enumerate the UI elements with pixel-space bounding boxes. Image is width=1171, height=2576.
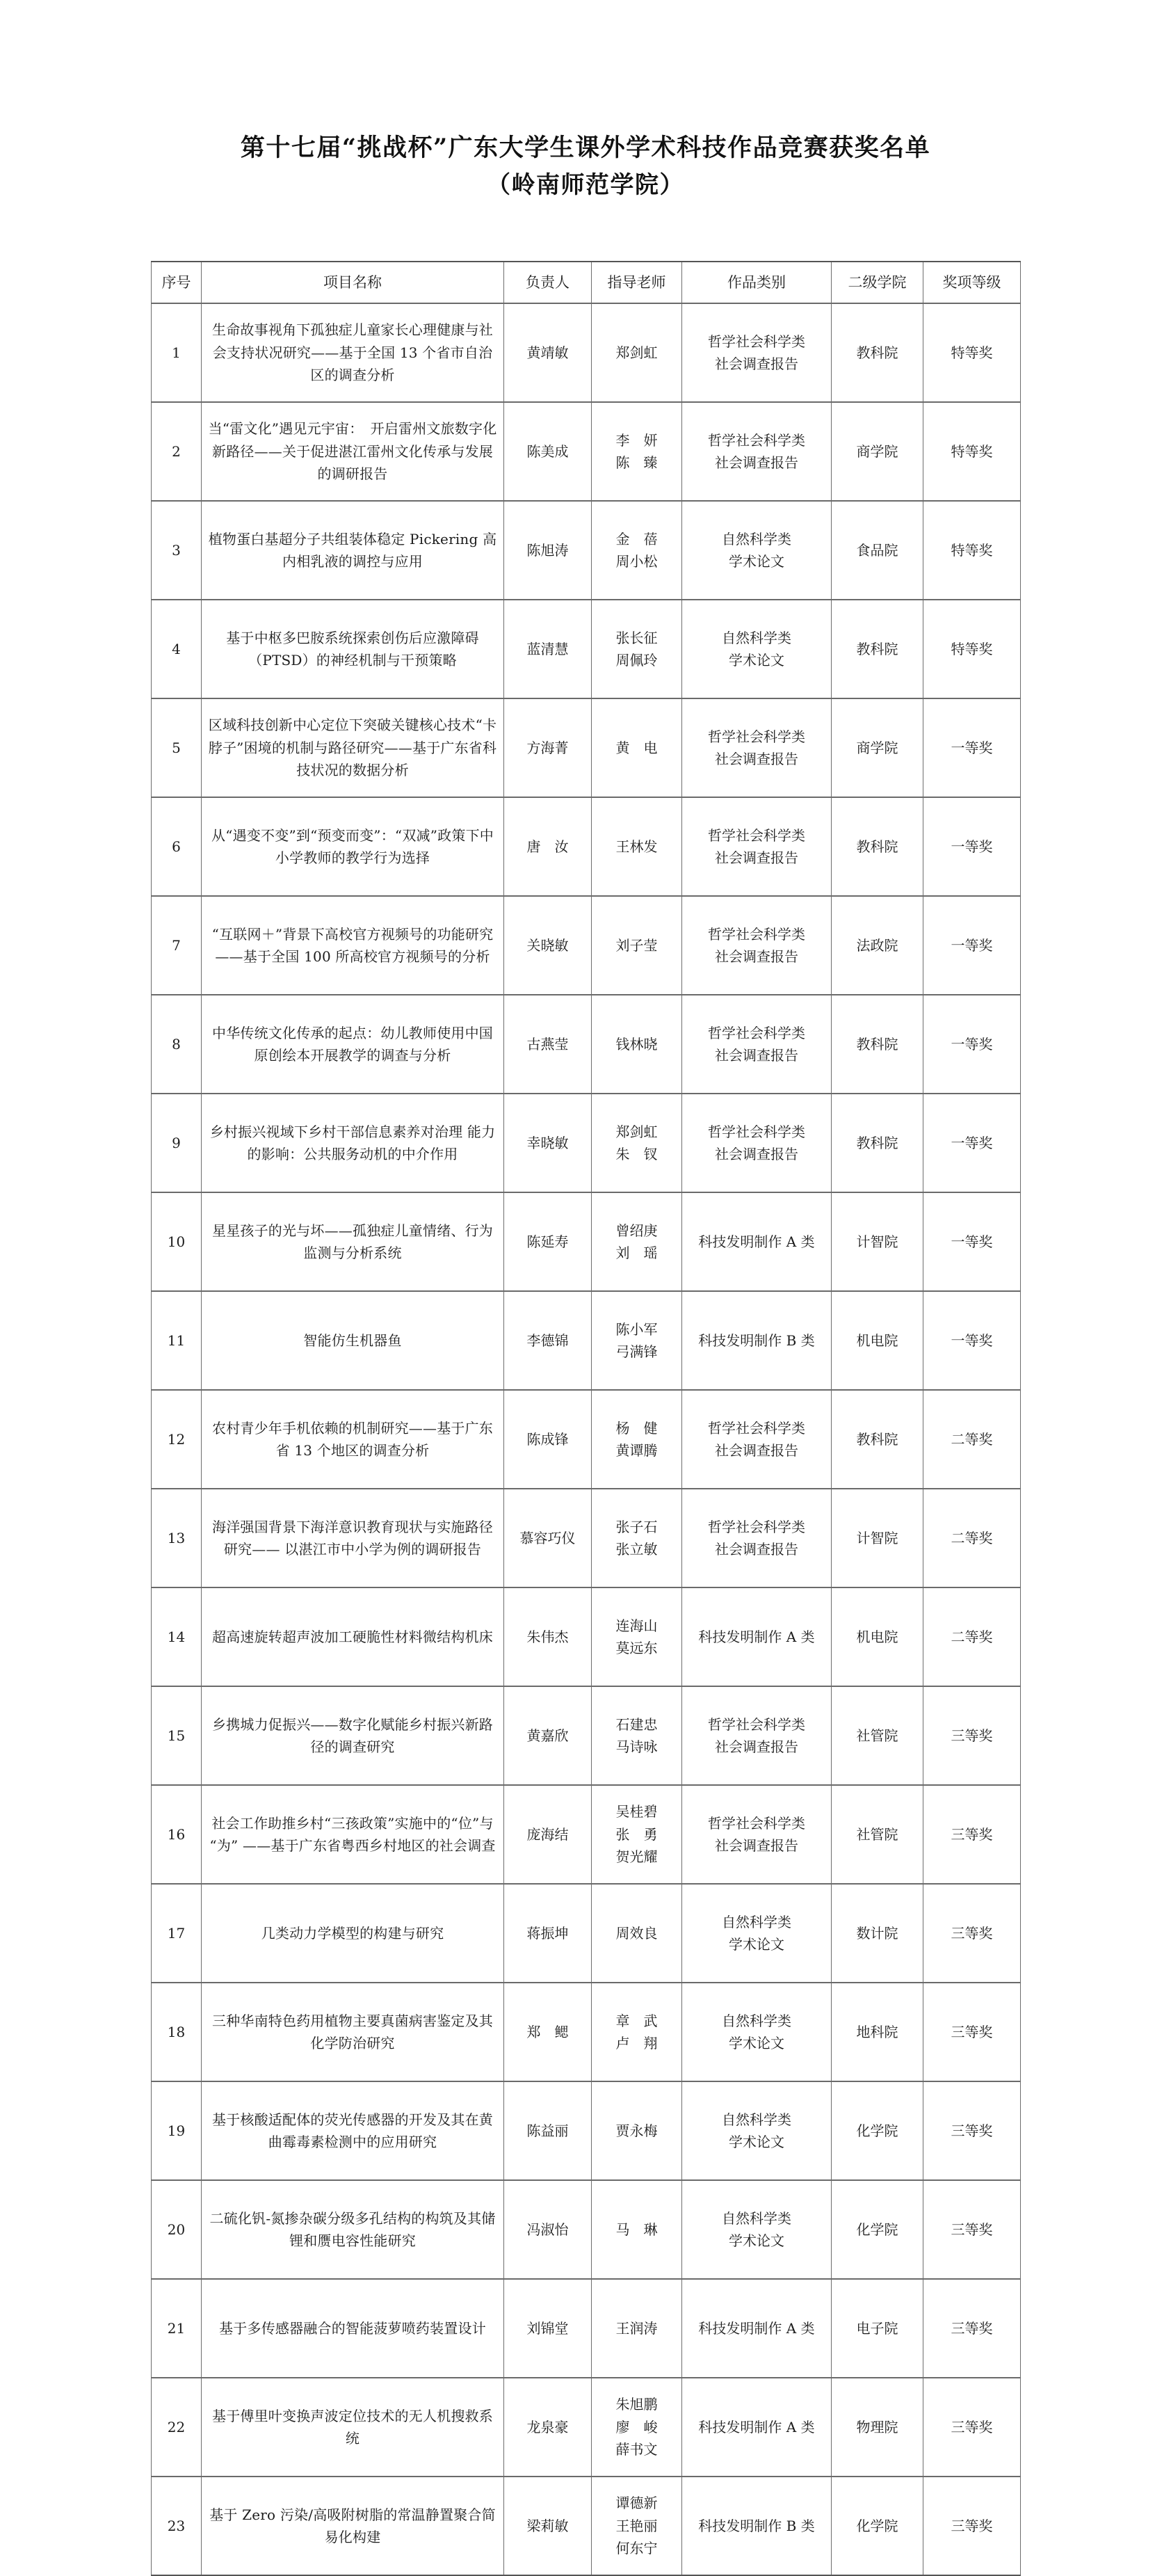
cell-category bbox=[682, 698, 832, 797]
category-line: 学术论文 bbox=[729, 651, 784, 669]
cell-college: 教科院 bbox=[832, 303, 923, 402]
cell-leader: 陈美成 bbox=[504, 402, 592, 501]
advisor-name: 钱林晓 bbox=[615, 1035, 658, 1053]
category-line: 科技发明制作 A 类 bbox=[698, 2418, 815, 2435]
cell-advisors bbox=[592, 2378, 682, 2477]
advisor-name: 张 勇 bbox=[615, 1825, 658, 1843]
cell-leader: 陈成锋 bbox=[504, 1390, 592, 1489]
cell-category bbox=[682, 1390, 832, 1489]
advisor-name: 连海山 bbox=[615, 1617, 658, 1634]
table-row bbox=[152, 402, 1021, 501]
cell-leader: 蓝清慧 bbox=[504, 600, 592, 698]
cell-index: 16 bbox=[152, 1785, 202, 1884]
advisor-name: 朱 钗 bbox=[615, 1145, 658, 1162]
cell-college: 食品院 bbox=[832, 501, 923, 600]
column-header-category: 作品类别 bbox=[682, 262, 832, 303]
cell-index: 9 bbox=[152, 1094, 202, 1192]
cell-project-name: 基于 Zero 污染/高吸附树脂的常温静置聚合简易化构建 bbox=[202, 2477, 504, 2575]
advisor-name: 马 琳 bbox=[615, 2221, 658, 2238]
cell-award-level: 三等奖 bbox=[923, 2378, 1021, 2477]
cell-leader: 朱伟杰 bbox=[504, 1587, 592, 1686]
cell-award-level: 三等奖 bbox=[923, 2477, 1021, 2575]
cell-leader: 郑 鳃 bbox=[504, 1983, 592, 2081]
table-row bbox=[152, 896, 1021, 995]
cell-category bbox=[682, 1192, 832, 1291]
cell-project-name: 乡村振兴视域下乡村干部信息素养对治理 能力的影响：公共服务动机的中介作用 bbox=[202, 1094, 504, 1192]
cell-leader: 幸晓敏 bbox=[504, 1094, 592, 1192]
table-row bbox=[152, 2477, 1021, 2575]
cell-leader: 关晓敏 bbox=[504, 896, 592, 995]
category-line: 哲学社会科学类 bbox=[708, 826, 805, 844]
advisor-name: 石建忠 bbox=[615, 1715, 658, 1733]
cell-award-level: 一等奖 bbox=[923, 1094, 1021, 1192]
table-row bbox=[152, 995, 1021, 1094]
category-line: 自然科学类 bbox=[722, 530, 791, 547]
cell-college: 商学院 bbox=[832, 698, 923, 797]
category-line: 社会调查报告 bbox=[715, 1837, 798, 1854]
advisor-name: 吴桂碧 bbox=[615, 1803, 658, 1821]
cell-category bbox=[682, 1291, 832, 1390]
cell-project-name: 中华传统文化传承的起点：幼儿教师使用中国原创绘本开展教学的调查与分析 bbox=[202, 995, 504, 1094]
cell-index: 14 bbox=[152, 1587, 202, 1686]
cell-college: 机电院 bbox=[832, 1587, 923, 1686]
cell-college: 电子院 bbox=[832, 2279, 923, 2378]
cell-college: 社管院 bbox=[832, 1785, 923, 1884]
category-line: 社会调查报告 bbox=[715, 1738, 798, 1755]
category-line: 学术论文 bbox=[729, 2232, 784, 2249]
cell-project-name: 从“遇变不变”到“预变而变”：“双减”政策下中小学教师的教学行为选择 bbox=[202, 797, 504, 896]
cell-category bbox=[682, 1785, 832, 1884]
category-line: 社会调查报告 bbox=[715, 1046, 798, 1064]
cell-college: 计智院 bbox=[832, 1192, 923, 1291]
cell-advisors bbox=[592, 1983, 682, 2081]
cell-advisors bbox=[592, 2180, 682, 2279]
advisor-name: 谭德新 bbox=[615, 2495, 658, 2512]
cell-index: 21 bbox=[152, 2279, 202, 2378]
table-row bbox=[152, 2378, 1021, 2477]
cell-leader: 方海菁 bbox=[504, 698, 592, 797]
cell-award-level: 一等奖 bbox=[923, 995, 1021, 1094]
cell-award-level: 一等奖 bbox=[923, 1192, 1021, 1291]
cell-index: 4 bbox=[152, 600, 202, 698]
advisor-name: 张长征 bbox=[615, 629, 658, 646]
cell-award-level: 二等奖 bbox=[923, 1390, 1021, 1489]
cell-project-name: 几类动力学模型的构建与研究 bbox=[202, 1884, 504, 1983]
cell-award-level: 一等奖 bbox=[923, 698, 1021, 797]
cell-project-name: 乡携城力促振兴——数字化赋能乡村振兴新路径的调查研究 bbox=[202, 1686, 504, 1785]
category-line: 科技发明制作 A 类 bbox=[698, 1233, 815, 1250]
cell-index: 2 bbox=[152, 402, 202, 501]
category-line: 哲学社会科学类 bbox=[708, 1419, 805, 1437]
table-row bbox=[152, 303, 1021, 402]
cell-project-name: 星星孩子的光与坏——孤独症儿童情绪、行为监测与分析系统 bbox=[202, 1192, 504, 1291]
category-line: 学术论文 bbox=[729, 2133, 784, 2150]
cell-leader: 龙泉豪 bbox=[504, 2378, 592, 2477]
cell-index: 3 bbox=[152, 501, 202, 600]
cell-advisors bbox=[592, 1291, 682, 1390]
cell-project-name: 社会工作助推乡村“三孩政策”实施中的“位”与“为” ——基于广东省粤西乡村地区的社会调查 bbox=[202, 1785, 504, 1884]
cell-category bbox=[682, 2180, 832, 2279]
advisor-name: 黄谭腾 bbox=[615, 1441, 658, 1459]
category-line: 自然科学类 bbox=[722, 1913, 791, 1930]
cell-index: 6 bbox=[152, 797, 202, 896]
table-row bbox=[152, 1192, 1021, 1291]
advisor-name: 马诗咏 bbox=[615, 1738, 658, 1755]
cell-category bbox=[682, 1686, 832, 1785]
cell-advisors bbox=[592, 2279, 682, 2378]
cell-category bbox=[682, 303, 832, 402]
table-row bbox=[152, 2279, 1021, 2378]
category-line: 社会调查报告 bbox=[715, 1441, 798, 1459]
advisor-name: 廖 峻 bbox=[615, 2418, 658, 2435]
advisor-name: 王林发 bbox=[615, 838, 658, 855]
cell-project-name: 基于多传感器融合的智能菠萝喷药装置设计 bbox=[202, 2279, 504, 2378]
advisor-name: 周效良 bbox=[615, 1924, 658, 1942]
cell-category bbox=[682, 1094, 832, 1192]
cell-project-name: “互联网＋”背景下高校官方视频号的功能研究——基于全国 100 所高校官方视频号的分析 bbox=[202, 896, 504, 995]
advisor-name: 莫远东 bbox=[615, 1639, 658, 1656]
category-line: 自然科学类 bbox=[722, 2111, 791, 2128]
cell-category bbox=[682, 995, 832, 1094]
table-row bbox=[152, 1094, 1021, 1192]
cell-college: 地科院 bbox=[832, 1983, 923, 2081]
table-row bbox=[152, 1686, 1021, 1785]
award-list-table bbox=[151, 261, 1021, 2576]
category-line: 哲学社会科学类 bbox=[708, 1518, 805, 1535]
cell-leader: 陈旭涛 bbox=[504, 501, 592, 600]
cell-category bbox=[682, 402, 832, 501]
cell-leader: 陈延寿 bbox=[504, 1192, 592, 1291]
cell-college: 教科院 bbox=[832, 1094, 923, 1192]
cell-advisors bbox=[592, 1587, 682, 1686]
cell-leader: 刘锦堂 bbox=[504, 2279, 592, 2378]
table-row bbox=[152, 1390, 1021, 1489]
cell-college: 化学院 bbox=[832, 2180, 923, 2279]
page-title-line-2: （岭南师范学院） bbox=[487, 171, 684, 200]
column-header-college: 二级学院 bbox=[832, 262, 923, 303]
advisor-name: 王润涛 bbox=[615, 2319, 658, 2337]
advisor-name: 周佩玲 bbox=[615, 651, 658, 669]
cell-advisors bbox=[592, 1489, 682, 1587]
cell-advisors bbox=[592, 303, 682, 402]
cell-category bbox=[682, 1983, 832, 2081]
cell-project-name: 农村青少年手机依赖的机制研究——基于广东省 13 个地区的调查分析 bbox=[202, 1390, 504, 1489]
cell-project-name: 二硫化钒-氮掺杂碳分级多孔结构的构筑及其储锂和赝电容性能研究 bbox=[202, 2180, 504, 2279]
category-line: 哲学社会科学类 bbox=[708, 431, 805, 449]
advisor-name: 杨 健 bbox=[615, 1419, 658, 1437]
cell-leader: 李德锦 bbox=[504, 1291, 592, 1390]
cell-index: 15 bbox=[152, 1686, 202, 1785]
advisor-name: 贾永梅 bbox=[615, 2122, 658, 2139]
category-line: 社会调查报告 bbox=[715, 1145, 798, 1162]
advisor-name: 曾绍庚 bbox=[615, 1222, 658, 1239]
advisor-name: 张子石 bbox=[615, 1518, 658, 1535]
cell-index: 1 bbox=[152, 303, 202, 402]
cell-project-name: 基于傅里叶变换声波定位技术的无人机搜救系统 bbox=[202, 2378, 504, 2477]
table-row bbox=[152, 2081, 1021, 2180]
cell-award-level: 三等奖 bbox=[923, 1686, 1021, 1785]
page-title bbox=[0, 0, 1171, 204]
cell-index: 18 bbox=[152, 1983, 202, 2081]
advisor-name: 薛书文 bbox=[615, 2441, 658, 2458]
cell-project-name: 基于核酸适配体的荧光传感器的开发及其在黄曲霉毒素检测中的应用研究 bbox=[202, 2081, 504, 2180]
cell-advisors bbox=[592, 1094, 682, 1192]
table-row bbox=[152, 698, 1021, 797]
table-row bbox=[152, 600, 1021, 698]
cell-award-level: 三等奖 bbox=[923, 2081, 1021, 2180]
category-line: 哲学社会科学类 bbox=[708, 1123, 805, 1140]
cell-college: 化学院 bbox=[832, 2477, 923, 2575]
category-line: 社会调查报告 bbox=[715, 355, 798, 372]
cell-project-name: 智能仿生机器鱼 bbox=[202, 1291, 504, 1390]
cell-project-name: 超高速旋转超声波加工硬脆性材料微结构机床 bbox=[202, 1587, 504, 1686]
advisor-name: 何东宁 bbox=[615, 2540, 658, 2557]
category-line: 哲学社会科学类 bbox=[708, 1814, 805, 1832]
advisor-name: 金 蓓 bbox=[615, 530, 658, 547]
cell-index: 10 bbox=[152, 1192, 202, 1291]
category-line: 科技发明制作 B 类 bbox=[698, 2517, 815, 2534]
category-line: 自然科学类 bbox=[722, 629, 791, 646]
column-header-index: 序号 bbox=[152, 262, 202, 303]
cell-award-level: 特等奖 bbox=[923, 402, 1021, 501]
advisor-name: 张立敏 bbox=[615, 1540, 658, 1558]
table-row bbox=[152, 1785, 1021, 1884]
table-header-row bbox=[152, 262, 1021, 303]
advisor-name: 周小松 bbox=[615, 552, 658, 570]
column-header-award-level: 奖项等级 bbox=[923, 262, 1021, 303]
category-line: 社会调查报告 bbox=[715, 1540, 798, 1558]
cell-leader: 黄靖敏 bbox=[504, 303, 592, 402]
cell-college: 教科院 bbox=[832, 600, 923, 698]
category-line: 科技发明制作 A 类 bbox=[698, 1628, 815, 1645]
cell-college: 法政院 bbox=[832, 896, 923, 995]
advisor-name: 郑剑虹 bbox=[615, 344, 658, 361]
cell-index: 12 bbox=[152, 1390, 202, 1489]
category-line: 学术论文 bbox=[729, 2034, 784, 2051]
cell-index: 23 bbox=[152, 2477, 202, 2575]
column-header-leader: 负责人 bbox=[504, 262, 592, 303]
cell-award-level: 特等奖 bbox=[923, 501, 1021, 600]
table-row bbox=[152, 1587, 1021, 1686]
cell-index: 13 bbox=[152, 1489, 202, 1587]
category-line: 哲学社会科学类 bbox=[708, 728, 805, 745]
cell-advisors bbox=[592, 2081, 682, 2180]
category-line: 学术论文 bbox=[729, 552, 784, 570]
advisor-name: 王艳丽 bbox=[615, 2517, 658, 2534]
cell-award-level: 一等奖 bbox=[923, 797, 1021, 896]
cell-project-name: 当“雷文化”遇见元宇宙： 开启雷州文旅数字化新路径——关于促进湛江雷州文化传承与发展的调研报告 bbox=[202, 402, 504, 501]
category-line: 社会调查报告 bbox=[715, 750, 798, 767]
cell-category bbox=[682, 1884, 832, 1983]
cell-index: 22 bbox=[152, 2378, 202, 2477]
cell-award-level: 一等奖 bbox=[923, 1291, 1021, 1390]
table-row bbox=[152, 1983, 1021, 2081]
cell-leader: 黄嘉欣 bbox=[504, 1686, 592, 1785]
cell-index: 7 bbox=[152, 896, 202, 995]
cell-advisors bbox=[592, 896, 682, 995]
cell-category bbox=[682, 2477, 832, 2575]
cell-college: 教科院 bbox=[832, 995, 923, 1094]
cell-advisors bbox=[592, 501, 682, 600]
cell-leader: 唐 汝 bbox=[504, 797, 592, 896]
page-title-line-1: 第十七届“挑战杯”广东大学生课外学术科技作品竞赛获奖名单 bbox=[240, 134, 931, 162]
cell-category bbox=[682, 2081, 832, 2180]
cell-award-level: 二等奖 bbox=[923, 1587, 1021, 1686]
cell-leader: 庞海结 bbox=[504, 1785, 592, 1884]
cell-award-level: 三等奖 bbox=[923, 2279, 1021, 2378]
table-body bbox=[152, 303, 1021, 2575]
cell-college: 计智院 bbox=[832, 1489, 923, 1587]
cell-college: 社管院 bbox=[832, 1686, 923, 1785]
cell-leader: 古燕莹 bbox=[504, 995, 592, 1094]
cell-advisors bbox=[592, 995, 682, 1094]
category-line: 社会调查报告 bbox=[715, 454, 798, 471]
table-row bbox=[152, 1291, 1021, 1390]
column-header-project-name: 项目名称 bbox=[202, 262, 504, 303]
advisor-name: 章 武 bbox=[615, 2012, 658, 2029]
award-table-container bbox=[151, 204, 1020, 2576]
advisor-name: 陈小军 bbox=[615, 1320, 658, 1338]
cell-award-level: 三等奖 bbox=[923, 2180, 1021, 2279]
cell-advisors bbox=[592, 1686, 682, 1785]
advisor-name: 弓满锋 bbox=[615, 1343, 658, 1360]
cell-project-name: 植物蛋白基超分子共组装体稳定 Pickering 高内相乳液的调控与应用 bbox=[202, 501, 504, 600]
cell-index: 20 bbox=[152, 2180, 202, 2279]
category-line: 科技发明制作 B 类 bbox=[698, 1331, 815, 1349]
advisor-name: 贺光耀 bbox=[615, 1848, 658, 1866]
category-line: 哲学社会科学类 bbox=[708, 333, 805, 350]
cell-college: 化学院 bbox=[832, 2081, 923, 2180]
cell-project-name: 基于中枢多巴胺系统探索创伤后应激障碍（PTSD）的神经机制与干预策略 bbox=[202, 600, 504, 698]
cell-leader: 慕容巧仪 bbox=[504, 1489, 592, 1587]
category-line: 自然科学类 bbox=[722, 2209, 791, 2227]
cell-advisors bbox=[592, 2477, 682, 2575]
cell-award-level: 特等奖 bbox=[923, 303, 1021, 402]
cell-index: 11 bbox=[152, 1291, 202, 1390]
cell-advisors bbox=[592, 797, 682, 896]
cell-category bbox=[682, 2378, 832, 2477]
category-line: 自然科学类 bbox=[722, 2012, 791, 2029]
cell-award-level: 二等奖 bbox=[923, 1489, 1021, 1587]
cell-college: 机电院 bbox=[832, 1291, 923, 1390]
cell-project-name: 生命故事视角下孤独症儿童家长心理健康与社会支持状况研究——基于全国 13 个省市自治区的调查分析 bbox=[202, 303, 504, 402]
cell-index: 17 bbox=[152, 1884, 202, 1983]
advisor-name: 郑剑虹 bbox=[615, 1123, 658, 1140]
category-line: 哲学社会科学类 bbox=[708, 1024, 805, 1041]
cell-advisors bbox=[592, 698, 682, 797]
cell-college: 物理院 bbox=[832, 2378, 923, 2477]
cell-award-level: 一等奖 bbox=[923, 896, 1021, 995]
cell-advisors bbox=[592, 600, 682, 698]
cell-category bbox=[682, 2279, 832, 2378]
cell-advisors bbox=[592, 1884, 682, 1983]
cell-award-level: 特等奖 bbox=[923, 600, 1021, 698]
cell-project-name: 区域科技创新中心定位下突破关键核心技术“卡脖子”困境的机制与路径研究——基于广东省科技状况的数据分析 bbox=[202, 698, 504, 797]
cell-advisors bbox=[592, 402, 682, 501]
advisor-name: 黄 电 bbox=[615, 739, 658, 756]
cell-category bbox=[682, 896, 832, 995]
table-row bbox=[152, 501, 1021, 600]
cell-college: 商学院 bbox=[832, 402, 923, 501]
table-row bbox=[152, 1489, 1021, 1587]
category-line: 哲学社会科学类 bbox=[708, 1715, 805, 1733]
cell-college: 数计院 bbox=[832, 1884, 923, 1983]
cell-index: 5 bbox=[152, 698, 202, 797]
column-header-advisor: 指导老师 bbox=[592, 262, 682, 303]
cell-category bbox=[682, 797, 832, 896]
cell-leader: 冯淑怡 bbox=[504, 2180, 592, 2279]
cell-category bbox=[682, 501, 832, 600]
advisor-name: 刘 瑶 bbox=[615, 1244, 658, 1261]
advisor-name: 陈 臻 bbox=[615, 454, 658, 471]
cell-award-level: 三等奖 bbox=[923, 1785, 1021, 1884]
cell-college: 教科院 bbox=[832, 1390, 923, 1489]
cell-index: 19 bbox=[152, 2081, 202, 2180]
category-line: 学术论文 bbox=[729, 1935, 784, 1953]
cell-advisors bbox=[592, 1785, 682, 1884]
category-line: 科技发明制作 A 类 bbox=[698, 2319, 815, 2337]
cell-category bbox=[682, 1489, 832, 1587]
cell-project-name: 三种华南特色药用植物主要真菌病害鉴定及其化学防治研究 bbox=[202, 1983, 504, 2081]
cell-award-level: 三等奖 bbox=[923, 1983, 1021, 2081]
cell-college: 教科院 bbox=[832, 797, 923, 896]
category-line: 社会调查报告 bbox=[715, 849, 798, 866]
table-row bbox=[152, 2180, 1021, 2279]
table-header bbox=[152, 262, 1021, 303]
cell-advisors bbox=[592, 1192, 682, 1291]
advisor-name: 李 妍 bbox=[615, 431, 658, 449]
advisor-name: 卢 翔 bbox=[615, 2034, 658, 2051]
category-line: 哲学社会科学类 bbox=[708, 925, 805, 943]
cell-leader: 陈益丽 bbox=[504, 2081, 592, 2180]
table-row bbox=[152, 797, 1021, 896]
table-row bbox=[152, 1884, 1021, 1983]
cell-leader: 蒋振坤 bbox=[504, 1884, 592, 1983]
cell-advisors bbox=[592, 1390, 682, 1489]
advisor-name: 刘子莹 bbox=[615, 936, 658, 954]
cell-category bbox=[682, 600, 832, 698]
cell-project-name: 海洋强国背景下海洋意识教育现状与实施路径研究—— 以湛江市中小学为例的调研报告 bbox=[202, 1489, 504, 1587]
cell-award-level: 三等奖 bbox=[923, 1884, 1021, 1983]
cell-category bbox=[682, 1587, 832, 1686]
cell-index: 8 bbox=[152, 995, 202, 1094]
cell-leader: 梁莉敏 bbox=[504, 2477, 592, 2575]
advisor-name: 朱旭鹏 bbox=[615, 2396, 658, 2413]
category-line: 社会调查报告 bbox=[715, 947, 798, 965]
